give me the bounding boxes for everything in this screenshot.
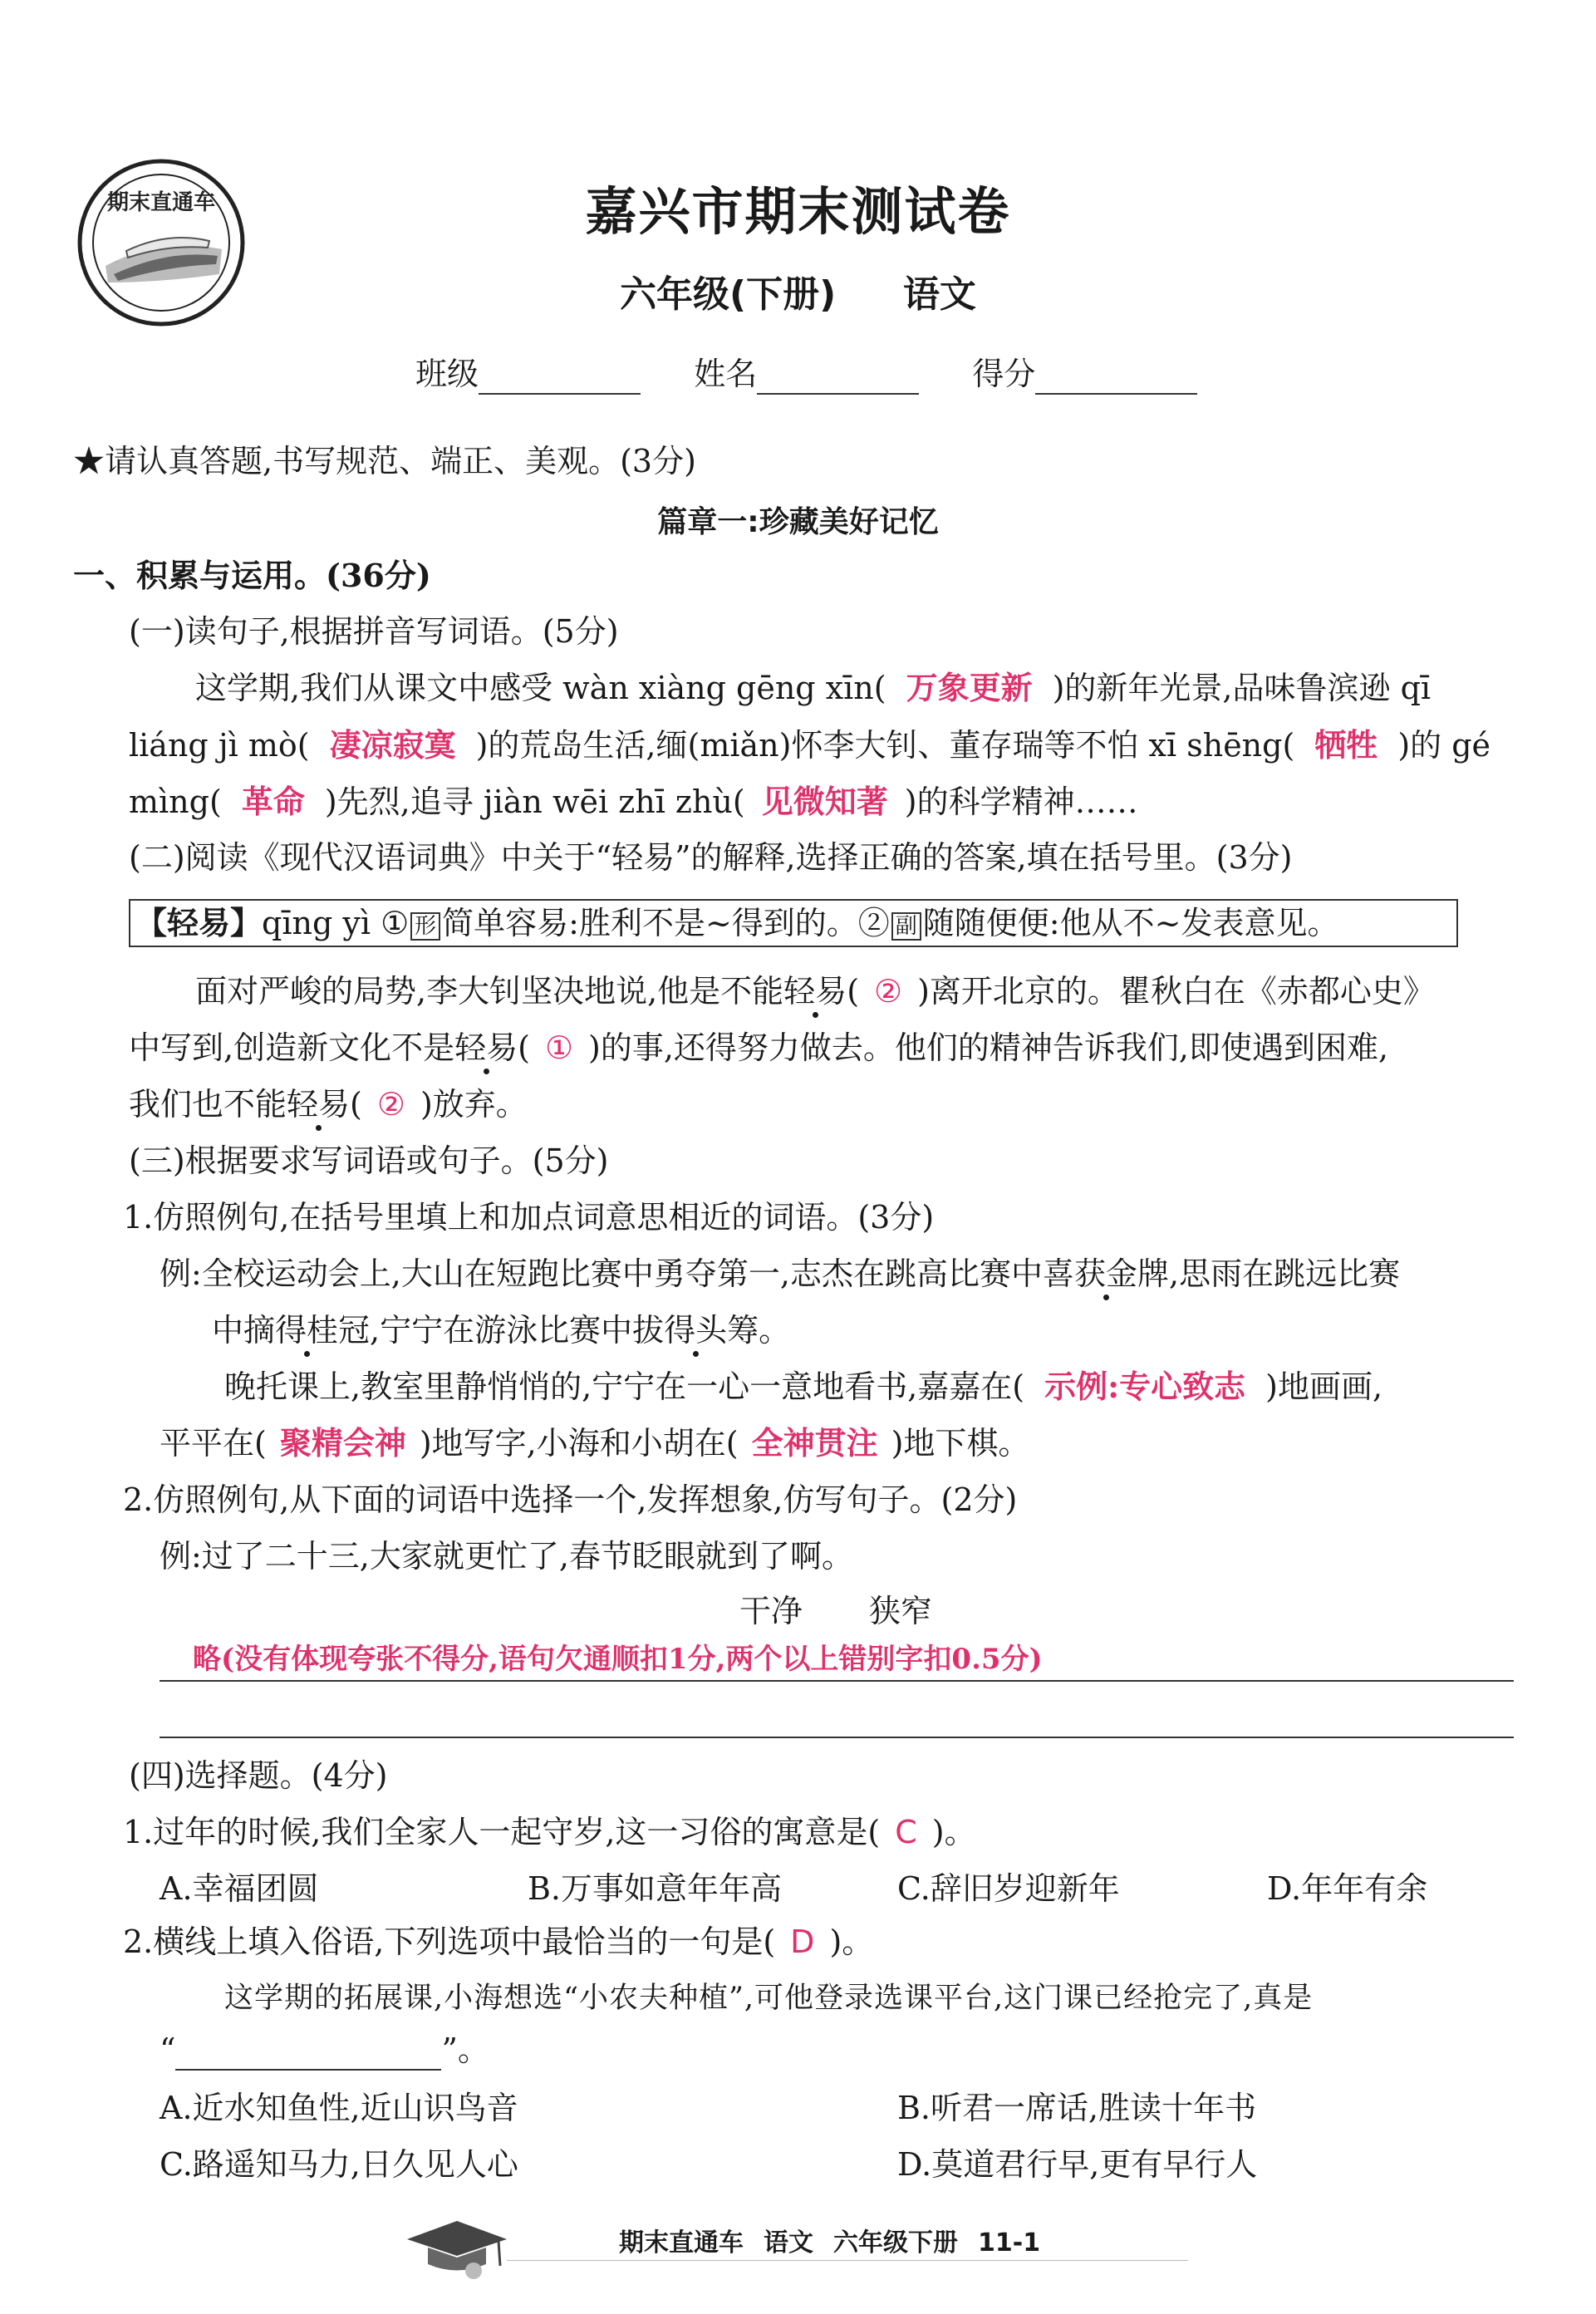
- answer-10: 聚精会神: [279, 1424, 406, 1462]
- score-field-label: 得分: [972, 356, 1036, 392]
- answer-11: 全神贯注: [751, 1424, 878, 1462]
- text: )放弃。: [420, 1086, 528, 1123]
- part3-q1: 1.仿照例句,在括号里填上和加点词意思相近的词语。(3分): [123, 1199, 935, 1236]
- text: liáng jì mò(: [129, 727, 310, 764]
- example-line2: [212, 1309, 790, 1351]
- answer-8: ②: [376, 1086, 405, 1123]
- part2-line1: [195, 970, 1435, 1012]
- answer-2: 凄凉寂寞: [329, 726, 456, 764]
- text: )地下棋。: [891, 1425, 1030, 1462]
- q2-passage-blank: [160, 2029, 489, 2071]
- part1-line1: [195, 667, 1431, 709]
- q1-option-b: B.万事如意年年高: [528, 1870, 783, 1907]
- dict-def2: 随随便便:他从不~发表意见。: [922, 905, 1339, 941]
- word-choice: 干净: [739, 1593, 803, 1629]
- answer-4: 革命: [241, 783, 305, 820]
- text: ”。: [441, 2032, 489, 2068]
- text: ,宁宁在游泳比赛中: [370, 1312, 633, 1349]
- footer-grade: 六年级下册: [833, 2228, 958, 2258]
- part2-heading: (二)阅读《现代汉语词典》中关于“轻易”的解释,选择正确的答案,填在括号里。(3分): [129, 839, 1293, 876]
- text: )。: [829, 1923, 874, 1960]
- class-blank[interactable]: [479, 365, 641, 395]
- text: 。: [759, 1312, 791, 1349]
- info-fields: [415, 353, 1197, 395]
- example-word: 一心一意: [686, 1368, 813, 1405]
- part2-line2: [129, 1027, 1388, 1069]
- page-number: 11-1: [978, 2228, 1041, 2258]
- dictionary-box: [129, 899, 1458, 947]
- dotted-word: 轻易: [287, 1086, 351, 1123]
- footer-subject: 语文: [764, 2228, 813, 2258]
- name-field-label: 姓名: [694, 356, 758, 392]
- answer-line: [160, 1737, 1514, 1738]
- intro-instruction: ★请认真答题,书写规范、端正、美观。(3分): [73, 443, 696, 479]
- q1-option-c: C.辞旧岁迎新年: [897, 1870, 1120, 1907]
- text: )先烈,追寻 jiàn wēi zhī zhù(: [324, 784, 745, 820]
- text: )的 gé: [1397, 727, 1491, 764]
- text: 中写到,创造新文化不是: [129, 1029, 455, 1066]
- text: )的荒岛生活,缅(miǎn)怀李大钊、董存瑞等不怕 xī shēng(: [475, 727, 1295, 764]
- text: mìng(: [129, 784, 222, 820]
- part1-line2: [129, 725, 1490, 766]
- dotted-word: 拔得头筹: [632, 1312, 759, 1349]
- q2-option-b: B.听君一席话,胜读十年书: [897, 2090, 1257, 2126]
- dict-tag-adj: 形: [410, 912, 440, 941]
- part2-line3: [129, 1083, 528, 1125]
- part4-q1: [123, 1811, 976, 1853]
- dotted-word: 轻易: [454, 1029, 518, 1066]
- text: (: [518, 1029, 530, 1066]
- q2-passage: 这学期的拓展课,小海想选“小农夫种植”,可他登录选课平台,这门课已经抢完了,真是: [224, 1982, 1314, 2015]
- part1-heading: (一)读句子,根据拼音写词语。(5分): [129, 613, 619, 650]
- part4-q2: [123, 1921, 873, 1963]
- subject-label: 语文: [902, 273, 976, 316]
- text: 地看书,嘉嘉在(: [813, 1368, 1025, 1405]
- text: 我们也不能: [129, 1086, 287, 1123]
- text: )。: [931, 1814, 976, 1850]
- part4-heading: (四)选择题。(4分): [129, 1757, 388, 1794]
- page-subtitle: [0, 264, 1596, 317]
- text: )的事,还得努力做去。他们的精神告诉我们,即使遇到困难,: [588, 1029, 1389, 1066]
- text: ,思雨在跳远比赛: [1169, 1255, 1401, 1292]
- example-line1: [160, 1253, 1400, 1295]
- q1-option-d: D.年年有余: [1267, 1870, 1428, 1907]
- text: )的科学精神……: [904, 784, 1138, 820]
- dict-word: 【轻易】: [135, 905, 263, 941]
- dotted-word: 喜获金牌: [1043, 1255, 1170, 1292]
- answer-6: ②: [874, 973, 903, 1010]
- text: 1.过年的时候,我们全家人一起守岁,这一习俗的寓意是(: [123, 1814, 881, 1850]
- text: )的新年光景,品味鲁滨逊 qī: [1052, 670, 1431, 706]
- footer-decoration: [390, 2214, 515, 2284]
- text: (: [847, 973, 860, 1010]
- q1-option-a: A.幸福团圆: [160, 1870, 319, 1907]
- q2-option-a: A.近水知鱼性,近山识鸟音: [160, 2090, 518, 2126]
- dotted-word: 轻易: [783, 973, 847, 1010]
- answer-3: 牺牲: [1314, 726, 1378, 764]
- class-field-label: 班级: [415, 356, 479, 392]
- answer-13: C: [895, 1814, 917, 1850]
- answer-14: D: [790, 1923, 815, 1960]
- text: “: [160, 2032, 176, 2068]
- dict-pinyin: qīng yì ①: [262, 905, 410, 941]
- text: ,志杰在跳高比赛中: [779, 1255, 1043, 1292]
- example-line3: [160, 1535, 853, 1577]
- page-title: 嘉兴市期末测试卷: [585, 181, 1011, 242]
- chapter-title: 篇章一:珍藏美好记忆: [657, 505, 939, 539]
- text: 中: [212, 1312, 244, 1349]
- text: )离开北京的。瞿秋白在《赤都心史》: [917, 973, 1435, 1010]
- q2-option-c: C.路遥知马力,日久见人心: [160, 2146, 518, 2183]
- footer-brand: 期末直通车: [619, 2228, 744, 2258]
- q2-option-d: D.莫道君行早,更有早行人: [897, 2146, 1258, 2183]
- answer-line: [160, 1680, 1514, 1682]
- example-word: 眨眼: [631, 1538, 695, 1575]
- text: 2.横线上填入俗语,下列选项中最恰当的一句是(: [123, 1923, 776, 1960]
- answer-1: 万象更新: [906, 669, 1033, 706]
- graduation-cap-icon: [390, 2214, 515, 2281]
- dict-tag-adv: 副: [891, 912, 921, 941]
- text: )地写字,小海和小胡在(: [419, 1425, 739, 1462]
- word-choices: [739, 1590, 932, 1632]
- section1-heading: 一、积累与运用。(36分): [73, 557, 431, 594]
- part3-heading: (三)根据要求写词语或句子。(5分): [129, 1142, 609, 1179]
- word-choice: 狭窄: [869, 1593, 933, 1629]
- text: 例:过了二十三,大家就更忙了,春节: [160, 1538, 632, 1575]
- example-word: 勇夺第一: [653, 1255, 780, 1292]
- answer-12: 略(没有体现夸张不得分,语句欠通顺扣1分,两个以上错别字扣0.5分): [193, 1643, 1043, 1676]
- sentence-line2: [160, 1422, 1029, 1464]
- text: )地画画,: [1265, 1368, 1383, 1405]
- footer-rule: [507, 2260, 1188, 2261]
- answer-7: ①: [544, 1029, 574, 1066]
- grade-label: 六年级(下册): [620, 273, 837, 316]
- part1-line3: [129, 781, 1138, 823]
- sentence-line1: [224, 1366, 1382, 1408]
- text: 平平在(: [160, 1425, 267, 1462]
- text: 面对严峻的局势,李大钊坚决地说,他是不能: [195, 973, 784, 1010]
- answer-5: 见微知著: [761, 783, 888, 820]
- text: 这学期,我们从课文中感受 wàn xiàng gēng xīn(: [195, 670, 886, 706]
- text: 晚托课上,教室里静悄悄的,宁宁在: [224, 1368, 687, 1405]
- dotted-word: 摘得桂冠: [243, 1312, 371, 1349]
- text: 例:全校运动会上,大山在短跑比赛中: [160, 1255, 654, 1292]
- text: 就到了啊。: [695, 1538, 853, 1575]
- svg-text:期末直通车: 期末直通车: [106, 190, 216, 215]
- text: (: [350, 1086, 362, 1123]
- name-blank[interactable]: [757, 365, 919, 395]
- part3-q2: 2.仿照例句,从下面的词语中选择一个,发挥想象,仿写句子。(2分): [123, 1481, 1018, 1518]
- score-blank[interactable]: [1035, 365, 1197, 395]
- fill-blank[interactable]: [175, 2044, 441, 2071]
- footer-text: [619, 2227, 1040, 2260]
- answer-9: 示例:专心致志: [1044, 1368, 1246, 1405]
- dict-def1: 简单容易:胜利不是~得到的。②: [442, 905, 890, 941]
